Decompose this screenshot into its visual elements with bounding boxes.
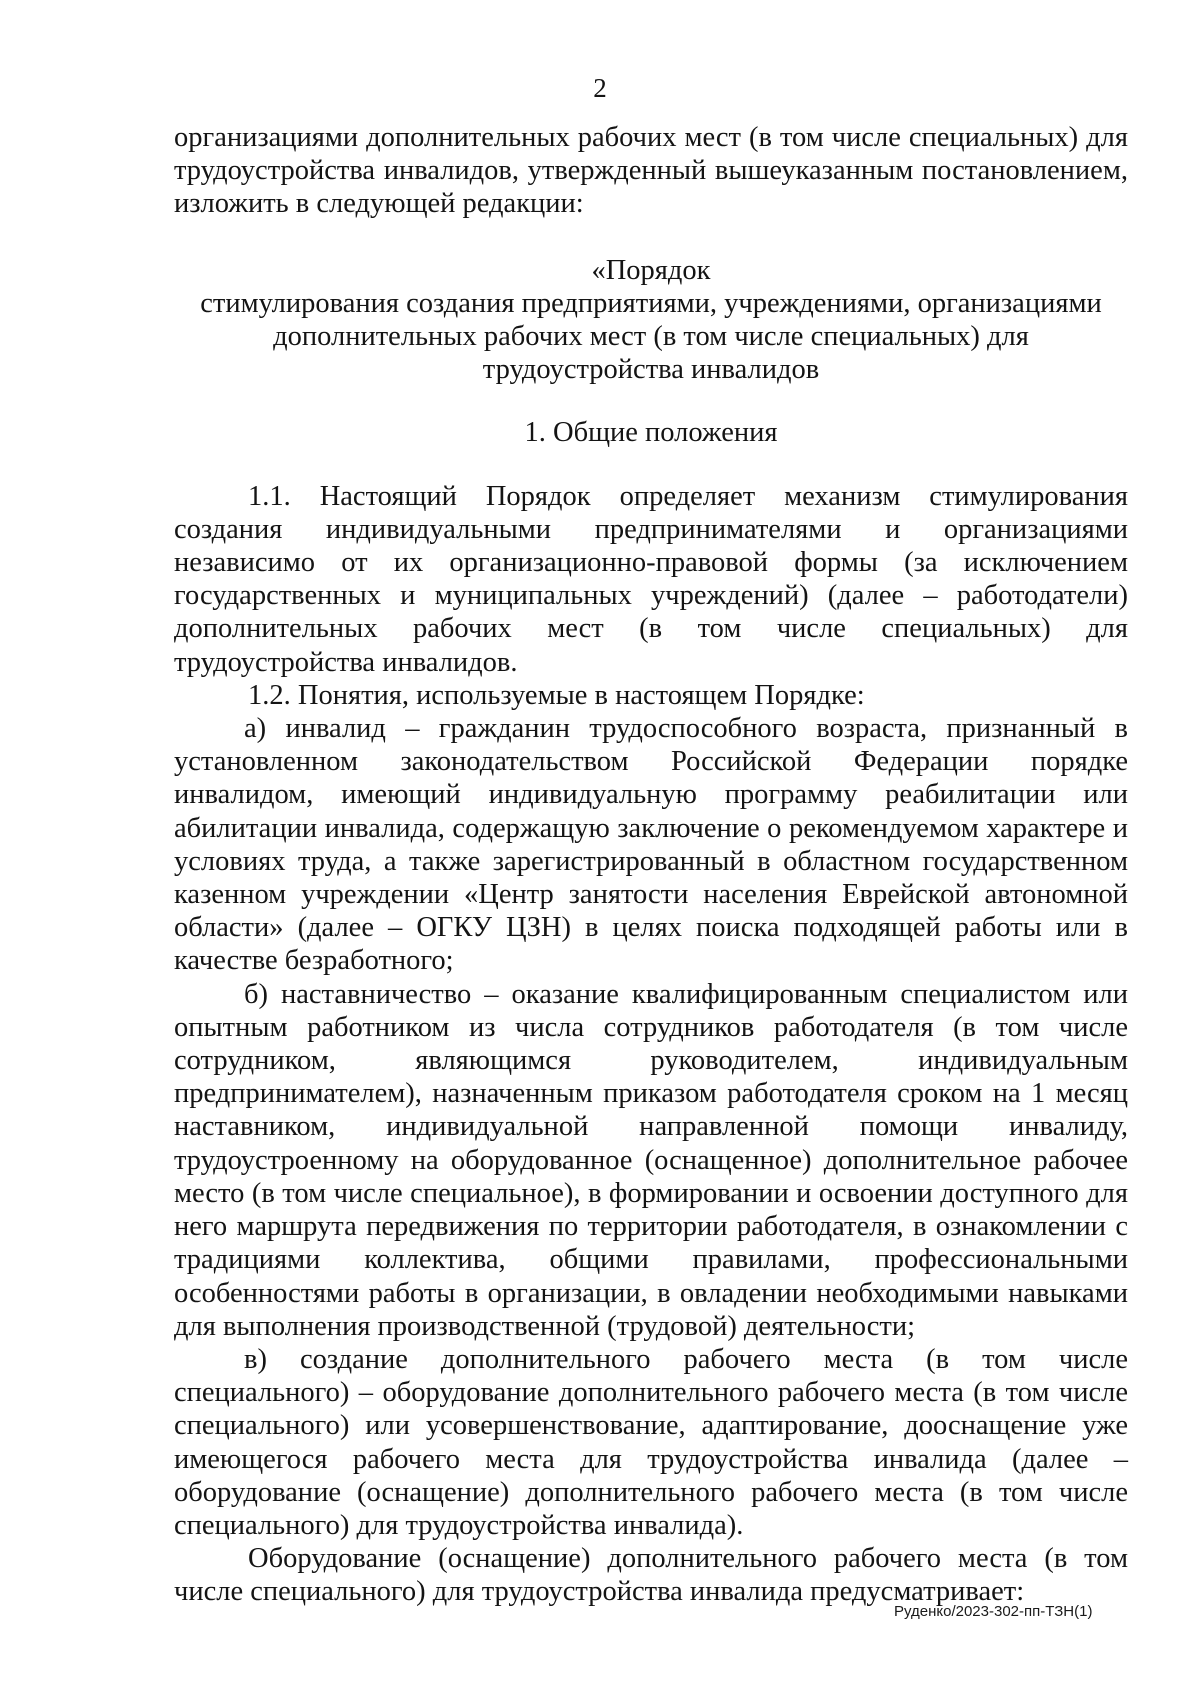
spacer	[174, 450, 1128, 480]
paragraph-a: а) инвалид – гражданин трудоспособного возраста, признанный в установленном законодательством Российской Федерации порядке инвалидом, имеющий индивидуальную программу реабилитации или абилитации инвалида, содержащую заключение о рекомендуемом характере и условиях труда, а также зарегистрированный в областном государственном казенном учреждении «Центр занятости населения Еврейской автономной области» (далее – ОГКУ ЦЗН) в целях поиска подходящей работы или в качестве безработного;	[174, 713, 1128, 977]
document-body	[174, 121, 1128, 1609]
paragraph-v: в) создание дополнительного рабочего места (в том числе специального) – оборудование дополнительного рабочего места (в том числе специального) или усовершенствование, адаптирование, дооснащение уже имеющегося рабочего места для трудоустройства инвалида (далее – оборудование (оснащение) дополнительного рабочего места (в том числе специального) для трудоустройства инвалида).	[174, 1343, 1128, 1541]
title-line-4: трудоустройства инвалидов	[482, 354, 820, 386]
title-line-1: «Порядок	[591, 254, 711, 286]
title-line-3: дополнительных рабочих мест (в том числе специальных) для	[273, 321, 1029, 353]
paragraph-1-1: 1.1. Настоящий Порядок определяет механизм стимулирования создания индивидуальными предпринимателями и организациями независимо от их организационно-правовой формы (за исключением государственных и муниципальных учреждений) (далее – работодатели) дополнительных рабочих мест (в том числе специальных) для трудоустройства инвалидов.	[174, 480, 1128, 678]
page-number: 2	[593, 73, 607, 103]
spacer	[174, 221, 1128, 254]
document-code: Руденко/2023-302-пп-ТЗН(1)	[894, 1603, 1093, 1620]
title-line-2: стимулирования создания предприятиями, учреждениями, организациями	[200, 287, 1102, 319]
paragraph-equipment: Оборудование (оснащение) дополнительного рабочего места (в том числе специального) для трудоустройства инвалида предусматривает:	[174, 1543, 1128, 1608]
intro-paragraph: организациями дополнительных рабочих мест (в том числе специальных) для трудоустройства инвалидов, утвержденный вышеуказанным постановлением, изложить в следующей редакции:	[174, 122, 1128, 220]
section-heading: 1. Общие положения	[524, 417, 778, 449]
paragraph-b: б) наставничество – оказание квалифицированным специалистом или опытным работником из числа сотрудников работодателя (в том числе сотрудником, являющимся руководителем, индивидуальным предпринимателем), назначенным приказом работодателя сроком на 1 месяц наставником, индивидуальной направленной помощи инвалиду, трудоустроенному на оборудованное (оснащенное) дополнительное рабочее место (в том числе специальное), в формировании и освоении доступного для него маршрута передвижения по территории работодателя, в ознакомлении с традициями коллектива, общими правилами, профессиональными особенностями работы в организации, в овладении необходимыми навыками для выполнения производственной (трудовой) деятельности;	[174, 978, 1128, 1342]
paragraph-1-2: 1.2. Понятия, используемые в настоящем Порядке:	[248, 679, 865, 711]
spacer	[174, 386, 1128, 416]
